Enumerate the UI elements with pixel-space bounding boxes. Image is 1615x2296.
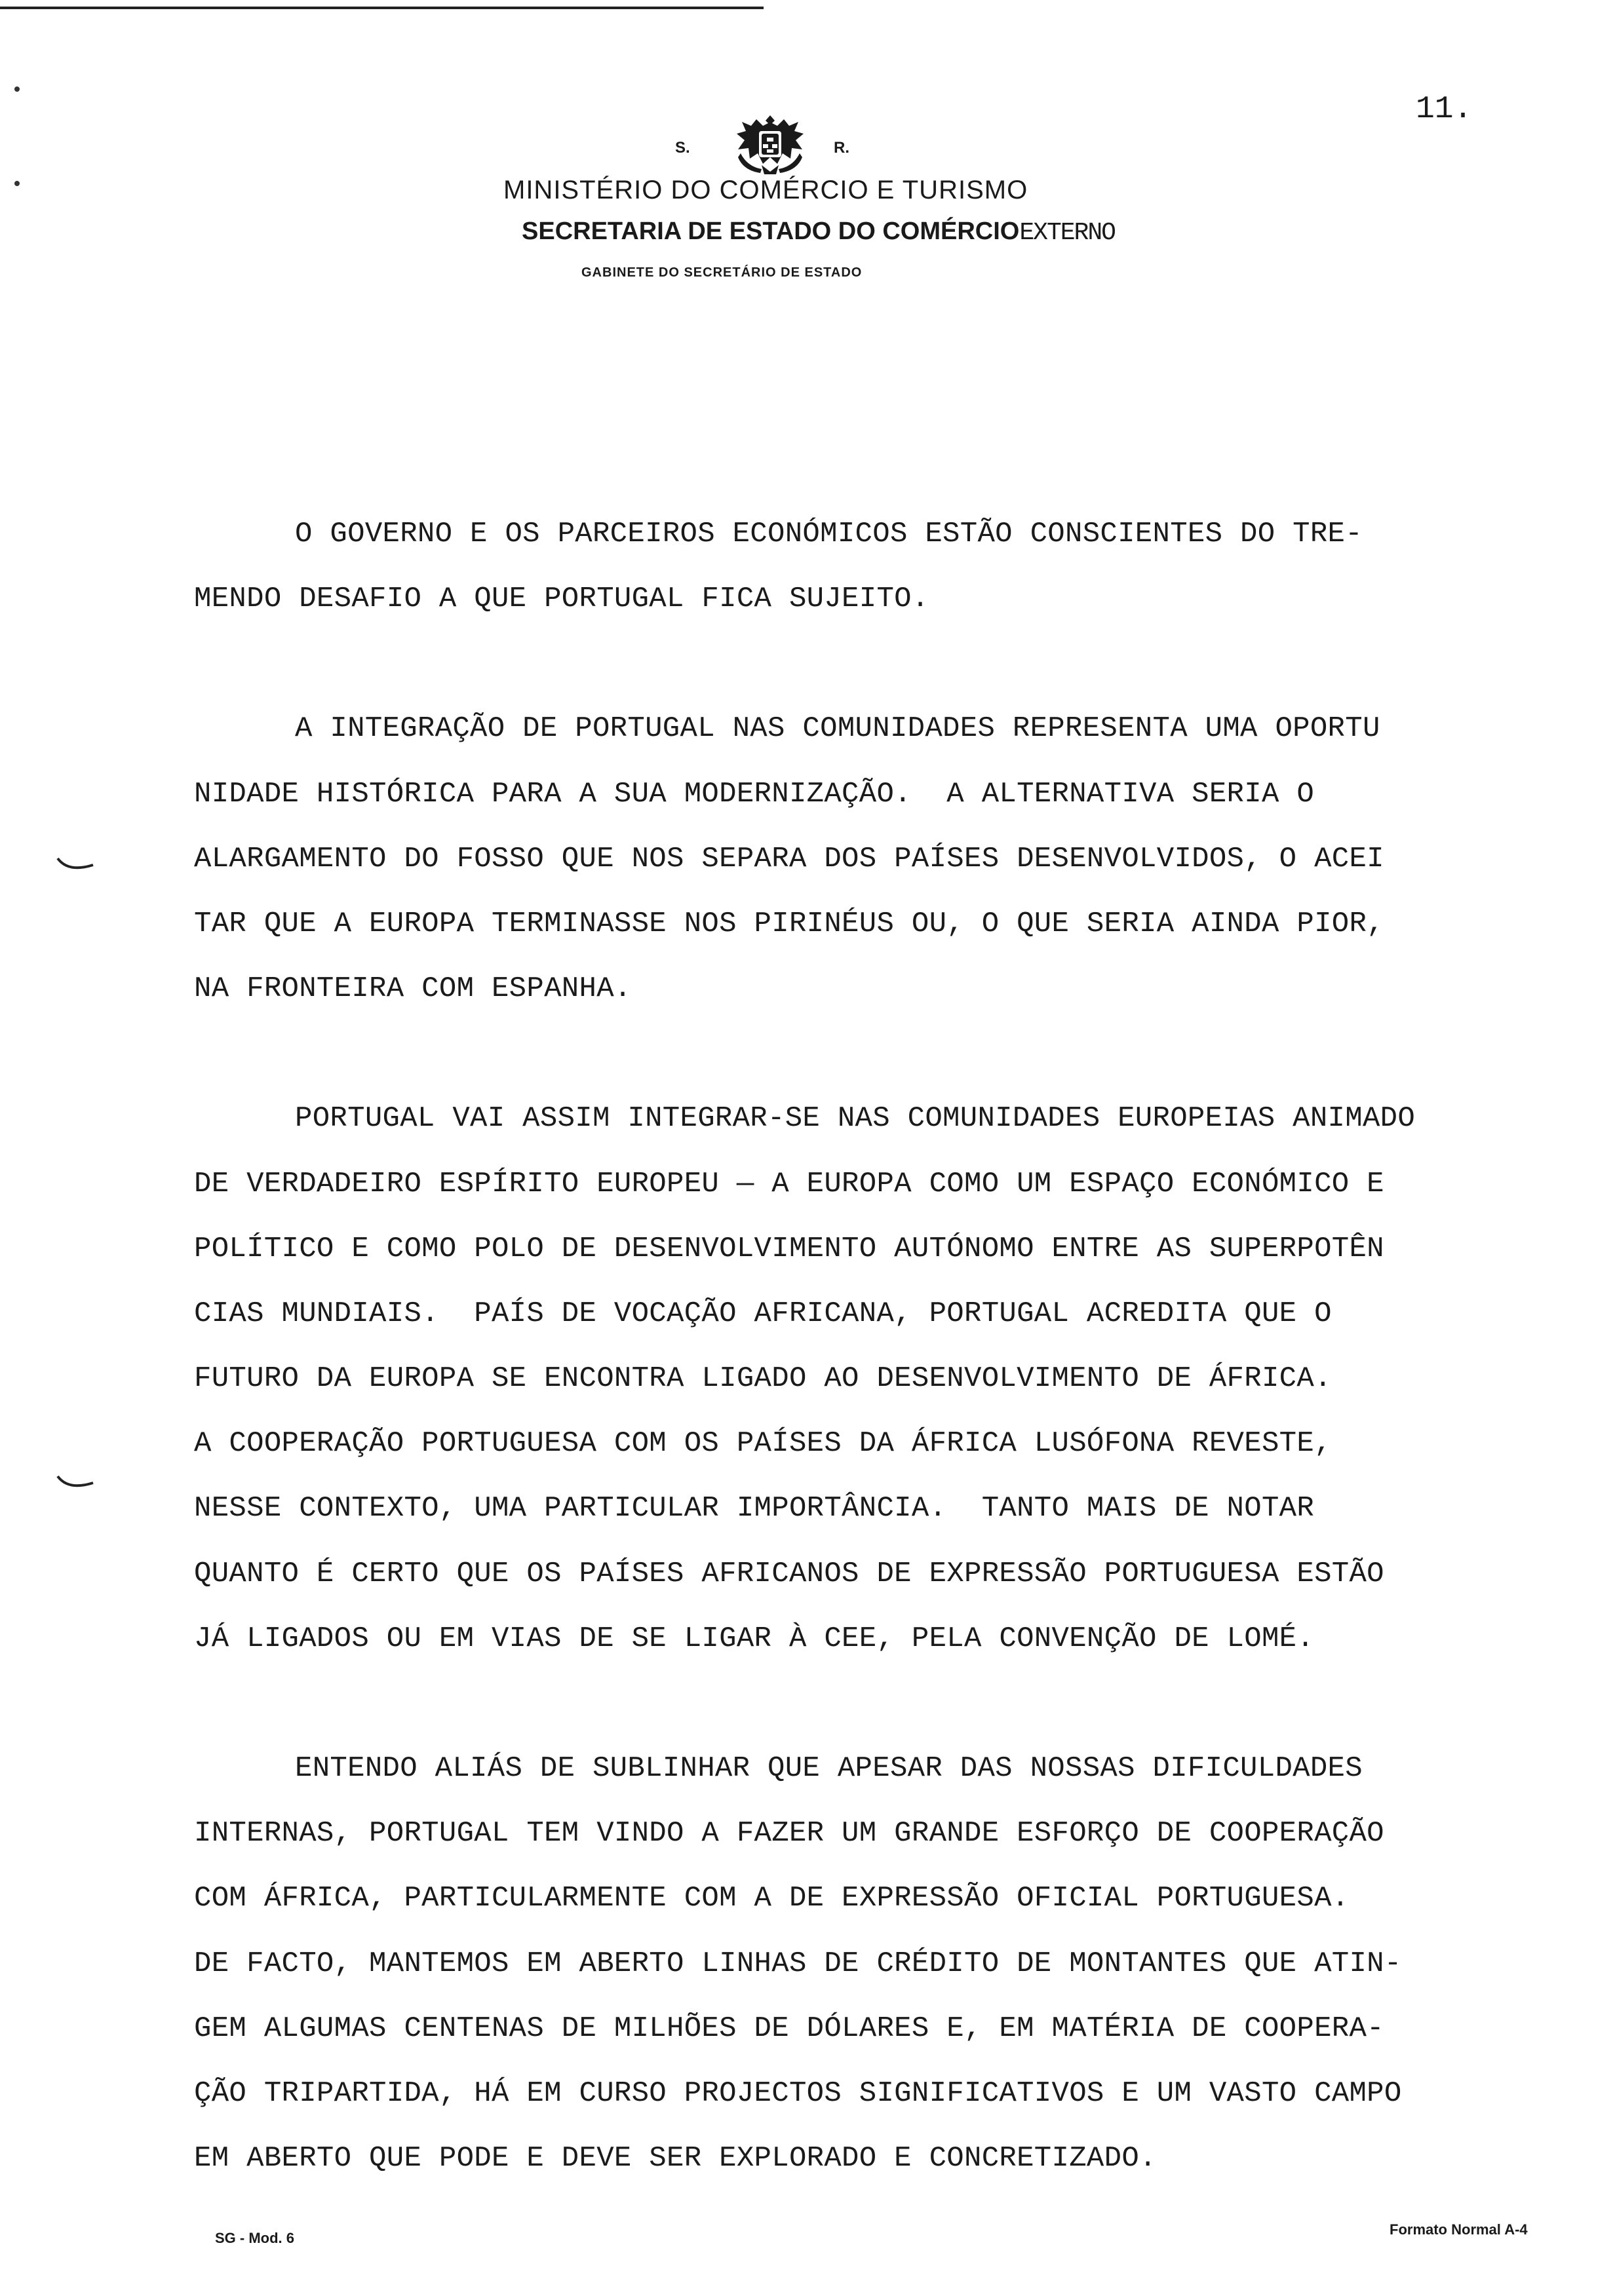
seal-row — [662, 111, 878, 183]
text-line: DE VERDADEIRO ESPÍRITO EUROPEU — A EUROPA COMO UM ESPAÇO ECONÓMICO E — [194, 1167, 1384, 1200]
paragraph — [194, 1752, 1584, 2207]
text-line: NESSE CONTEXTO, UMA PARTICULAR IMPORTÂNCIA. TANTO MAIS DE NOTAR — [194, 1492, 1315, 1525]
text-line: QUANTO É CERTO QUE OS PAÍSES AFRICANOS DE EXPRESSÃO PORTUGUESA ESTÃO — [194, 1557, 1384, 1590]
text-line: EM ABERTO QUE PODE E DEVE SER EXPLORADO E CONCRETIZADO. — [194, 2142, 1157, 2175]
text-line: INTERNAS, PORTUGAL TEM VINDO A FAZER UM GRANDE ESFORÇO DE COOPERAÇÃO — [194, 1817, 1384, 1850]
ministry-name: MINISTÉRIO DO COMÉRCIO E TURISMO — [503, 176, 1028, 204]
text-line: A COOPERAÇÃO PORTUGUESA COM OS PAÍSES DA ÁFRICA LUSÓFONA REVESTE, — [194, 1427, 1332, 1461]
text-line: CIAS MUNDIAIS. PAÍS DE VOCAÇÃO AFRICANA, PORTUGAL ACREDITA QUE O — [194, 1297, 1332, 1330]
body-text — [194, 518, 1584, 2207]
paragraph — [194, 712, 1584, 1037]
text-line: O GOVERNO E OS PARCEIROS ECONÓMICOS ESTÃO CONSCIENTES DO TRE- — [295, 518, 1363, 550]
secretaria-name — [522, 218, 1115, 247]
text-line: GEM ALGUMAS CENTENAS DE MILHÕES DE DÓLARES E, EM MATÉRIA DE COOPERA- — [194, 2012, 1384, 2045]
text-line: FUTURO DA EUROPA SE ENCONTRA LIGADO AO DESENVOLVIMENTO DE ÁFRICA. — [194, 1362, 1332, 1396]
seal-letter-s: S. — [675, 139, 690, 157]
secretaria-typed-addition: EXTERNO — [1019, 219, 1115, 247]
text-line: NIDADE HISTÓRICA PARA A SUA MODERNIZAÇÃO. A ALTERNATIVA SERIA O — [194, 777, 1315, 811]
paragraph — [194, 1102, 1584, 1687]
text-line: ÇÃO TRIPARTIDA, HÁ EM CURSO PROJECTOS SIGNIFICATIVOS E UM VASTO CAMPO — [194, 2076, 1402, 2110]
coat-of-arms-icon — [721, 111, 819, 180]
margin-tick-mark — [55, 1474, 96, 1493]
seal-letter-r: R. — [834, 139, 849, 157]
text-line: POLÍTICO E COMO POLO DE DESENVOLVIMENTO AUTÓNOMO ENTRE AS SUPERPOTÊN — [194, 1232, 1384, 1265]
gabinete-name: GABINETE DO SECRETÁRIO DE ESTADO — [581, 265, 863, 280]
top-rule — [0, 7, 764, 9]
secretaria-printed: SECRETARIA DE ESTADO DO COMÉRCIO — [522, 218, 1020, 245]
page-number: 11. — [1416, 92, 1473, 127]
text-line: A INTEGRAÇÃO DE PORTUGAL NAS COMUNIDADES REPRESENTA UMA OPORTU — [295, 712, 1380, 746]
text-line: TAR QUE A EUROPA TERMINASSE NOS PIRINÉUS OU, O QUE SERIA AINDA PIOR, — [194, 907, 1384, 940]
text-line: JÁ LIGADOS OU EM VIAS DE SE LIGAR À CEE, PELA CONVENÇÃO DE LOMÉ. — [194, 1622, 1315, 1655]
paper-format-note: Formato Normal A-4 — [1390, 2221, 1528, 2238]
form-reference: SG - Mod. 6 — [215, 2230, 294, 2246]
letterhead — [0, 98, 1615, 295]
text-line: MENDO DESAFIO A QUE PORTUGAL FICA SUJEITO. — [194, 583, 929, 616]
text-line: ALARGAMENTO DO FOSSO QUE NOS SEPARA DOS PAÍSES DESENVOLVIDOS, O ACEI — [194, 842, 1384, 875]
text-line: COM ÁFRICA, PARTICULARMENTE COM A DE EXPRESSÃO OFICIAL PORTUGUESA. — [194, 1882, 1350, 1915]
margin-tick-mark — [55, 856, 96, 875]
text-line: DE FACTO, MANTEMOS EM ABERTO LINHAS DE CRÉDITO DE MONTANTES QUE ATIN- — [194, 1947, 1402, 1980]
margin-dot — [14, 86, 20, 92]
text-line: ENTENDO ALIÁS DE SUBLINHAR QUE APESAR DAS NOSSAS DIFICULDADES — [295, 1752, 1363, 1785]
text-line: NA FRONTEIRA COM ESPANHA. — [194, 972, 632, 1006]
text-line: PORTUGAL VAI ASSIM INTEGRAR-SE NAS COMUNIDADES EUROPEIAS ANIMADO — [295, 1102, 1416, 1136]
paragraph — [194, 518, 1584, 647]
